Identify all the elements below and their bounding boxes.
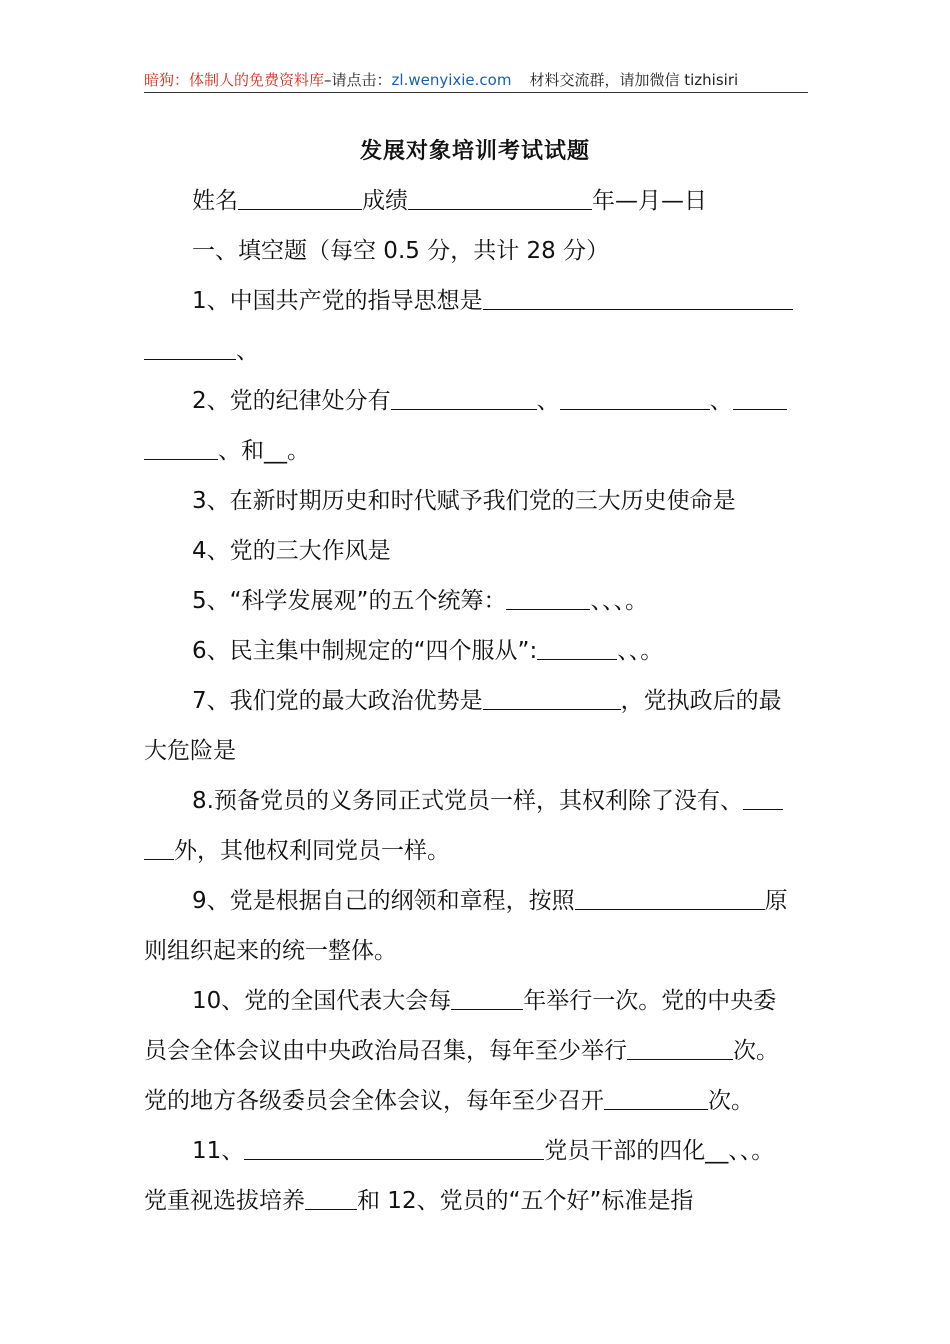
name-blank [238, 181, 362, 210]
question-5: 5、“科学发展观”的五个统筹： 、、、。 [144, 576, 808, 626]
site-link[interactable]: zl.wenyixie.com [391, 71, 512, 89]
group-note: 材料交流群，请加微信 tizhisiri [529, 71, 739, 89]
answer-blank [305, 1181, 357, 1210]
answer-blank [391, 381, 537, 410]
page-title: 发展对象培训考试试题 [359, 139, 590, 164]
question-9: 9、党是根据自己的纲领和章程，按照 原 则组织起来的统一整体。 [144, 876, 808, 976]
answer-blank [451, 981, 523, 1010]
answer-blank [733, 381, 787, 410]
section-heading: 一、填空题（每空 0.5 分，共计 28 分） [192, 238, 610, 264]
question-8: 8.预备党员的义务同正式党员一样，其权利除了没有、 外，其他权利同党员一样。 [144, 776, 808, 876]
document-body [144, 176, 808, 1226]
score-blank [408, 181, 592, 210]
name-label: 姓名 [192, 188, 238, 214]
question-4: 4、党的三大作风是 [192, 538, 391, 564]
question-2: 2、党的纪律处分有 、 、 、和__。 [144, 376, 808, 476]
question-6: 6、民主集中制规定的“四个服从”: 、、。 [144, 626, 808, 676]
question-3: 3、在新时期历史和时代赋予我们党的三大历史使命是 [192, 488, 736, 514]
info-line [144, 176, 808, 226]
answer-blank [244, 1131, 544, 1160]
answer-blank [483, 281, 793, 310]
site-header [144, 68, 808, 93]
question-10: 10、党的全国代表大会每 年举行一次。党的中央委 员会全体会议由中央政治局召集，每年至少举行 次。 党的地方各级委员会全体会议，每年至少召开 次。 [144, 976, 808, 1126]
question-1: 1、中国共产党的指导思想是 、 [144, 276, 808, 376]
date-label: 年—月—日 [592, 188, 707, 214]
answer-blank [560, 381, 710, 410]
answer-blank [627, 1031, 733, 1060]
question-11: 11、 党员干部的四化__、、。 党重视选拔培养 和 12、党员的“五个好”标准是指 [144, 1126, 808, 1226]
answer-blank [743, 781, 783, 810]
score-label: 成绩 [362, 188, 408, 214]
answer-blank [144, 431, 218, 460]
answer-blank [506, 581, 590, 610]
answer-blank [144, 331, 236, 360]
answer-blank [537, 631, 617, 660]
question-7: 7、我们党的最大政治优势是 ，党执政后的最 大危险是 [144, 676, 808, 776]
site-name: 暗狗：体制人的免费资料库 [144, 71, 325, 89]
answer-blank [144, 831, 174, 860]
answer-blank [604, 1081, 708, 1110]
click-prompt: –请点击： [324, 71, 392, 89]
answer-blank [575, 881, 765, 910]
answer-blank [483, 681, 621, 710]
